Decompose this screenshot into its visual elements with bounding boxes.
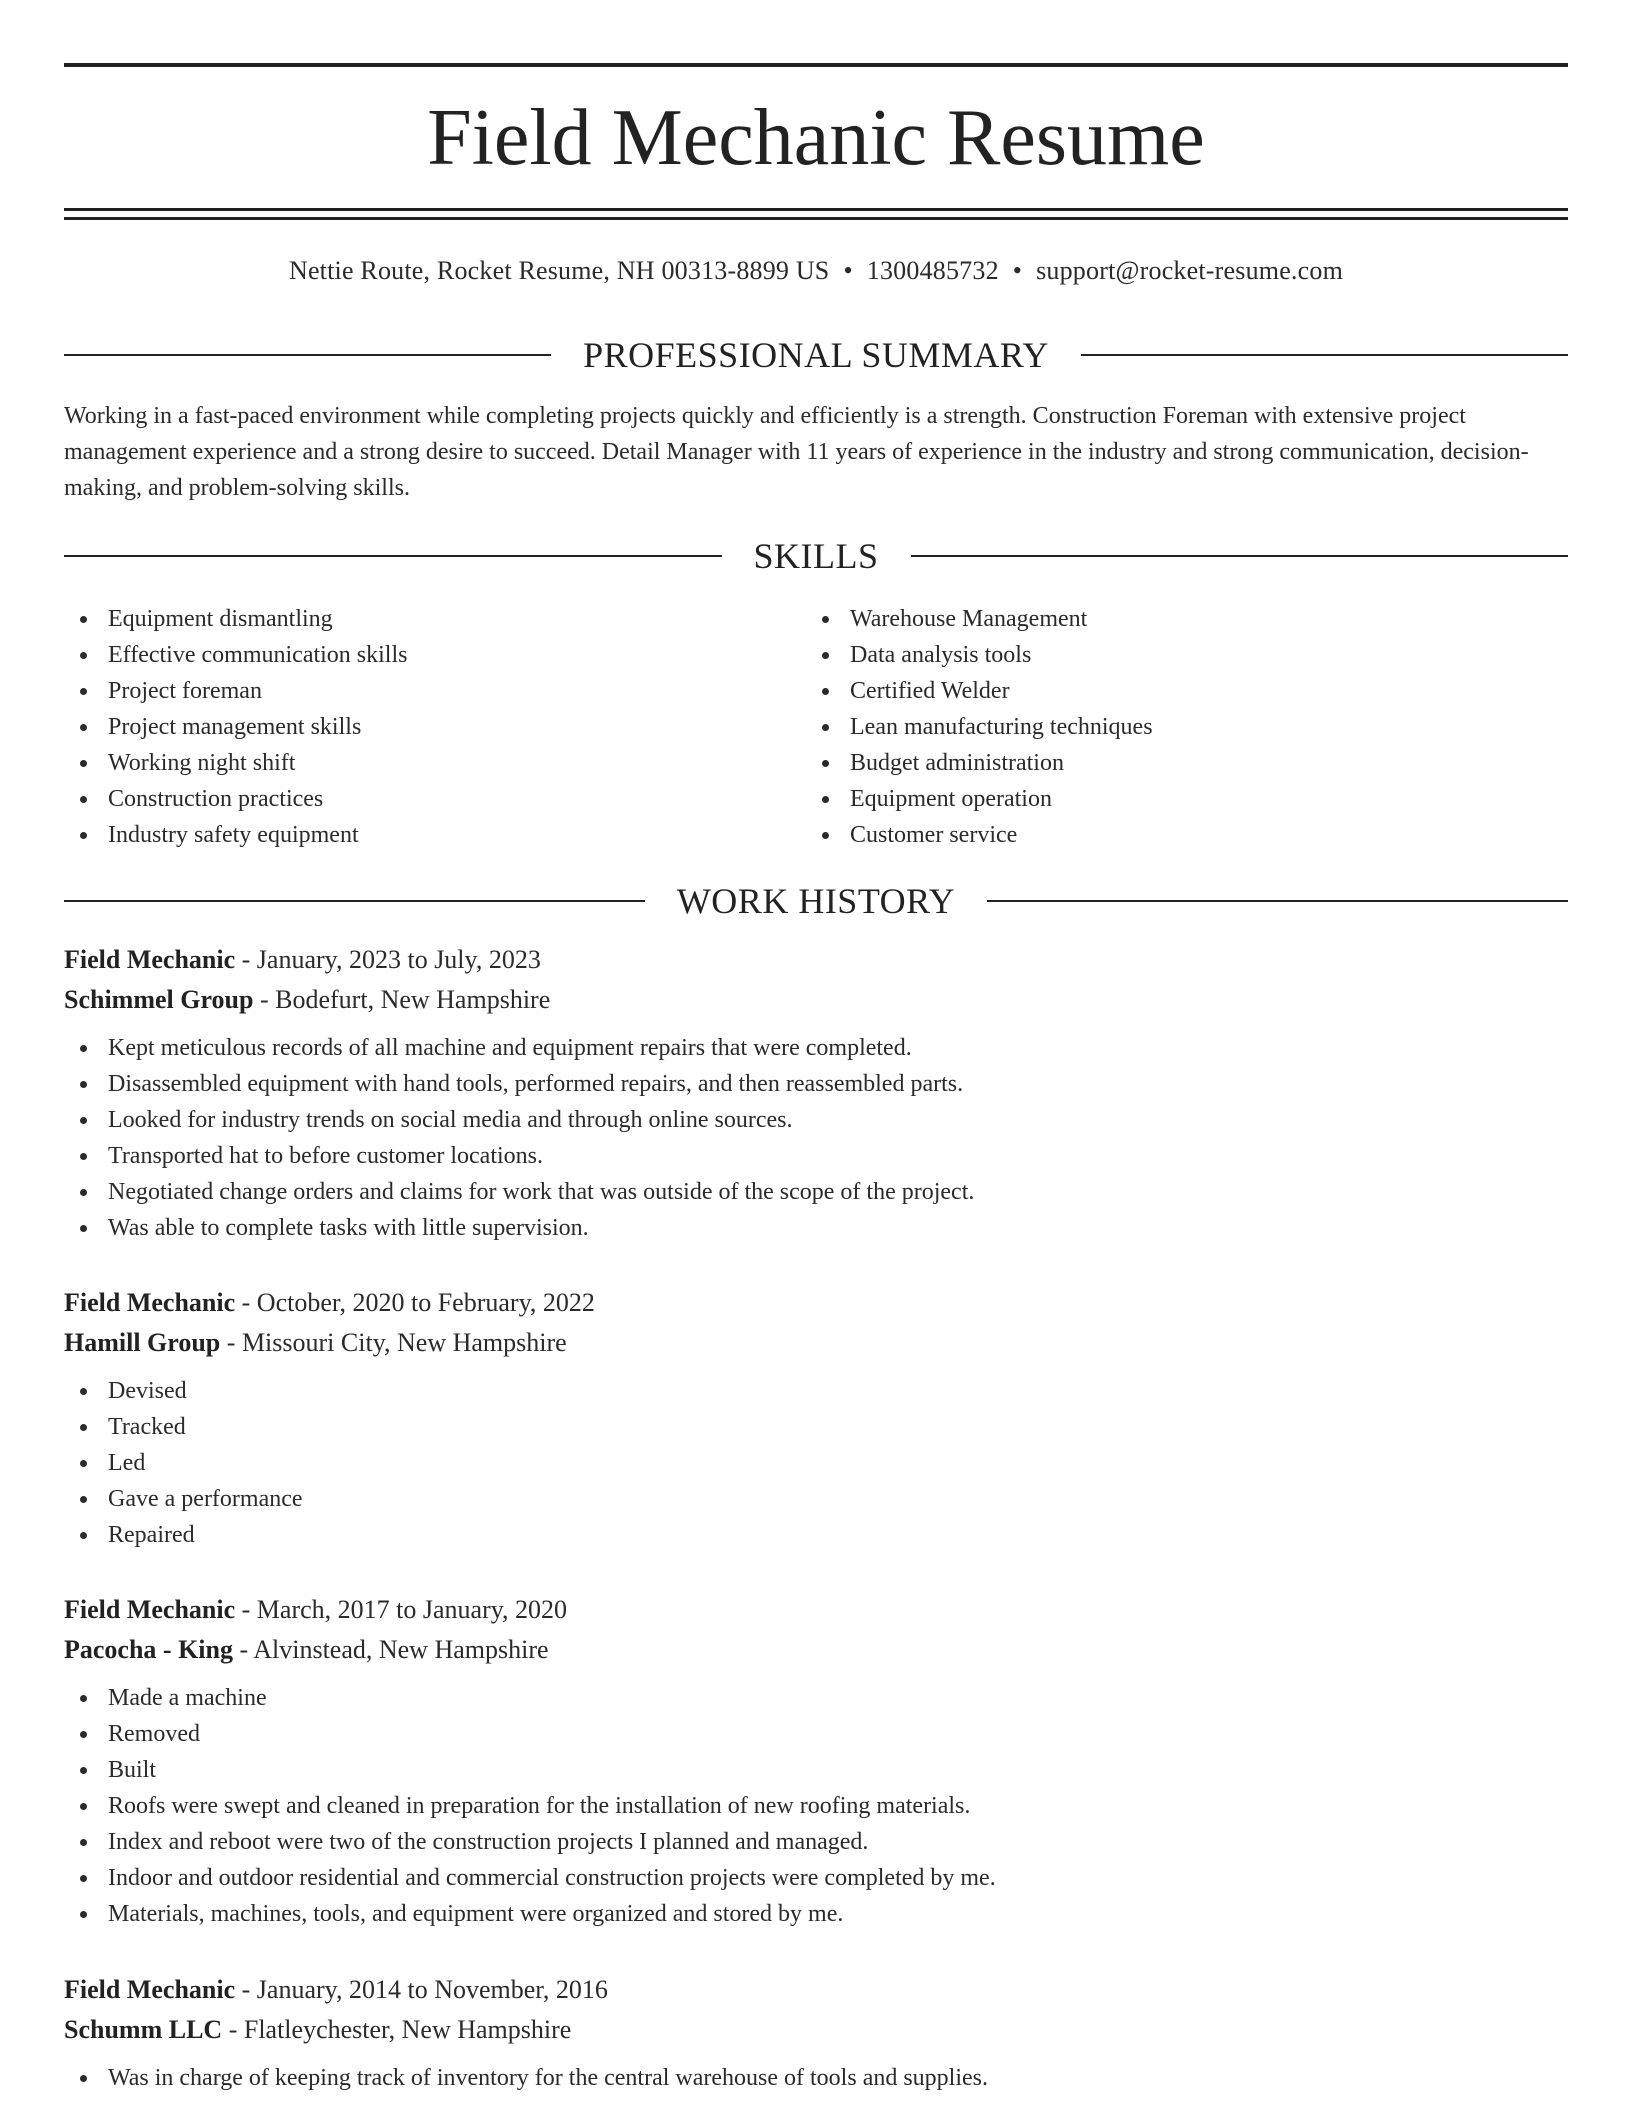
job-company: Schimmel Group <box>64 985 254 1014</box>
section-rule <box>64 555 722 557</box>
job-bullet: Index and reboot were two of the construction projects I planned and managed. <box>64 1824 1568 1860</box>
skill-item: Construction practices <box>64 781 804 817</box>
contact-phone: 1300485732 <box>866 256 999 285</box>
job-company-line <box>64 2010 1568 2050</box>
job-bullet: Transported hat to before customer locations. <box>64 1138 1568 1174</box>
job-bullet: Removed <box>64 1716 1568 1752</box>
skill-item: Equipment operation <box>806 781 1546 817</box>
job-bullet: Looked for industry trends on social media and through online sources. <box>64 1102 1568 1138</box>
section-rule <box>64 900 645 902</box>
job-bullets <box>64 1680 1568 1932</box>
job-bullet: Gave a performance <box>64 1481 1568 1517</box>
section-rule <box>64 354 551 356</box>
job-entry <box>64 940 1568 1246</box>
contact-email: support@rocket-resume.com <box>1036 256 1344 285</box>
section-title-skills: SKILLS <box>753 536 879 576</box>
job-dates: - January, 2014 to November, 2016 <box>235 1975 608 2004</box>
job-title: Field Mechanic <box>64 1975 236 2004</box>
skill-item: Industry safety equipment <box>64 817 804 853</box>
job-bullet: Repaired <box>64 1517 1568 1553</box>
job-bullet: Roofs were swept and cleaned in preparation for the installation of new roofing materials. <box>64 1788 1568 1824</box>
skill-item: Working night shift <box>64 745 804 781</box>
section-title-work: WORK HISTORY <box>676 881 956 921</box>
job-bullet: Made a machine <box>64 1680 1568 1716</box>
job-bullet: Was in charge of keeping track of inventory for the central warehouse of tools and supplies. <box>64 2060 1568 2096</box>
skill-item: Certified Welder <box>806 673 1546 709</box>
skill-item: Budget administration <box>806 745 1546 781</box>
skill-item: Warehouse Management <box>806 601 1546 637</box>
skill-item: Project management skills <box>64 709 804 745</box>
job-company: Schumm LLC <box>64 2015 223 2044</box>
section-header-skills <box>64 534 1568 578</box>
job-title-line <box>64 940 1568 980</box>
job-company: Pacocha - King <box>64 1635 233 1664</box>
top-rule <box>64 63 1568 67</box>
job-dates: - January, 2023 to July, 2023 <box>235 945 541 974</box>
summary-paragraph: Working in a fast-paced environment while completing projects quickly and efficiently is a strength. Construction Foreman with extensive project management experience and a strong desire to succeed. Detail Manager with 11 years of experience in the industry and strong communication, decision-making, and problem-solving skills. <box>64 403 1529 501</box>
job-bullets <box>64 2060 1568 2096</box>
job-company: Hamill Group <box>64 1328 221 1357</box>
job-bullet: Built <box>64 1752 1568 1788</box>
job-entry <box>64 1590 1568 1932</box>
job-title-line <box>64 1283 1568 1323</box>
contact-separator: • <box>843 256 853 285</box>
job-bullet: Negotiated change orders and claims for work that was outside of the scope of the project. <box>64 1174 1568 1210</box>
job-entry <box>64 1970 1568 2096</box>
job-dates: - March, 2017 to January, 2020 <box>235 1595 568 1624</box>
job-title-line <box>64 1970 1568 2010</box>
job-bullet: Was able to complete tasks with little supervision. <box>64 1210 1568 1246</box>
job-location: - Alvinstead, New Hampshire <box>233 1635 549 1664</box>
skill-item: Lean manufacturing techniques <box>806 709 1546 745</box>
job-company-line <box>64 1630 1568 1670</box>
section-rule <box>911 555 1569 557</box>
job-bullet: Devised <box>64 1373 1568 1409</box>
job-company-line <box>64 980 1568 1020</box>
job-title-line <box>64 1590 1568 1630</box>
job-bullets <box>64 1030 1568 1246</box>
section-title-summary: PROFESSIONAL SUMMARY <box>583 335 1049 375</box>
job-dates: - October, 2020 to February, 2022 <box>235 1288 595 1317</box>
job-title: Field Mechanic <box>64 1288 236 1317</box>
contact-address: Nettie Route, Rocket Resume, NH 00313-8899 US <box>288 256 830 285</box>
job-bullets <box>64 1373 1568 1553</box>
job-location: - Flatleychester, New Hampshire <box>222 2015 572 2044</box>
job-bullet: Led <box>64 1445 1568 1481</box>
job-title: Field Mechanic <box>64 1595 236 1624</box>
job-bullet: Kept meticulous records of all machine and equipment repairs that were completed. <box>64 1030 1568 1066</box>
skills-list-left <box>64 601 804 853</box>
skill-item: Project foreman <box>64 673 804 709</box>
skill-item: Data analysis tools <box>806 637 1546 673</box>
skill-item: Customer service <box>806 817 1546 853</box>
job-bullet: Materials, machines, tools, and equipment were organized and stored by me. <box>64 1896 1568 1932</box>
job-bullet: Tracked <box>64 1409 1568 1445</box>
job-bullet: Disassembled equipment with hand tools, performed repairs, and then reassembled parts. <box>64 1066 1568 1102</box>
resume-title: Field Mechanic Resume <box>427 94 1205 182</box>
section-rule <box>987 900 1568 902</box>
job-company-line <box>64 1323 1568 1363</box>
job-location: - Missouri City, New Hampshire <box>220 1328 567 1357</box>
job-title: Field Mechanic <box>64 945 236 974</box>
skill-item: Effective communication skills <box>64 637 804 673</box>
title-double-rule <box>64 208 1568 220</box>
section-header-work <box>64 879 1568 923</box>
section-rule <box>1081 354 1568 356</box>
skill-item: Equipment dismantling <box>64 601 804 637</box>
job-bullet: Indoor and outdoor residential and commercial construction projects were completed by me. <box>64 1860 1568 1896</box>
job-entry <box>64 1283 1568 1553</box>
section-header-summary <box>64 333 1568 377</box>
skills-list-right <box>806 601 1546 853</box>
job-location: - Bodefurt, New Hampshire <box>253 985 551 1014</box>
contact-line <box>64 254 1568 288</box>
contact-separator: • <box>1012 256 1023 285</box>
